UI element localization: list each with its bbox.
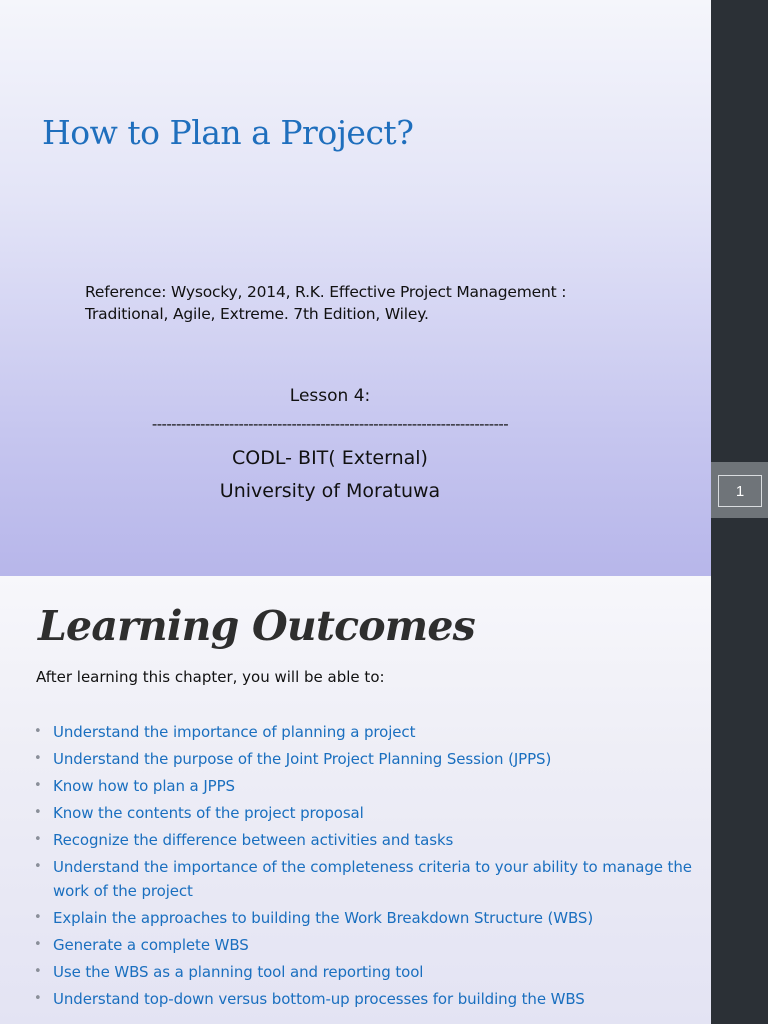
bullet-icon: •	[34, 859, 42, 874]
lesson-label: Lesson 4:	[289, 386, 371, 406]
outcome-item	[34, 720, 694, 744]
outcome-item	[34, 933, 694, 957]
outcome-item	[34, 987, 694, 1011]
outcome-text: Recognize the difference between activities and tasks	[53, 831, 454, 849]
reference-line-1: Reference: Wysocky, 2014, R.K. Effective Project Management :	[85, 283, 567, 301]
bullet-icon: •	[34, 805, 42, 820]
bullet-icon: •	[34, 910, 42, 925]
bullet-icon: •	[34, 832, 42, 847]
bullet-icon: •	[34, 937, 42, 952]
intro-text: After learning this chapter, you will be able to:	[36, 668, 385, 686]
learning-outcomes-list	[34, 720, 694, 1014]
outcome-text: Know how to plan a JPPS	[53, 777, 235, 795]
outcome-item	[34, 774, 694, 798]
outcome-text: Understand the importance of planning a project	[53, 723, 416, 741]
dashed-divider: --------------------------------------------------------------------------	[151, 415, 509, 433]
bullet-icon: •	[34, 751, 42, 766]
reference-line-2: Traditional, Agile, Extreme. 7th Edition, Wiley.	[85, 305, 429, 323]
outcome-text: Use the WBS as a planning tool and reporting tool	[53, 963, 424, 981]
outcome-item	[34, 828, 694, 852]
outcome-text: Understand top-down versus bottom-up processes for building the WBS	[53, 990, 585, 1008]
bullet-icon: •	[34, 778, 42, 793]
outcome-item	[34, 960, 694, 984]
outcome-item	[34, 906, 694, 930]
outcome-item	[34, 801, 694, 825]
page-number-badge[interactable]: 1	[718, 475, 762, 507]
outcome-item	[34, 747, 694, 771]
slide-1-title: How to Plan a Project?	[42, 113, 414, 152]
outcome-text: Generate a complete WBS	[53, 936, 249, 954]
bullet-icon: •	[34, 724, 42, 739]
outcome-text: Understand the purpose of the Joint Project Planning Session (JPPS)	[53, 750, 552, 768]
bullet-icon: •	[34, 991, 42, 1006]
organization-line-2: University of Moratuwa	[219, 480, 441, 502]
bullet-icon: •	[34, 964, 42, 979]
outcome-item	[34, 855, 694, 903]
outcome-text: Know the contents of the project proposal	[53, 804, 364, 822]
organization-line-1: CODL- BIT( External)	[232, 447, 428, 469]
slide-2	[0, 576, 711, 1024]
slide-2-title: Learning Outcomes	[38, 602, 475, 650]
outcome-text: Explain the approaches to building the Work Breakdown Structure (WBS)	[53, 909, 594, 927]
outcome-text: Understand the importance of the completeness criteria to your ability to manage the work of the project	[53, 858, 692, 900]
